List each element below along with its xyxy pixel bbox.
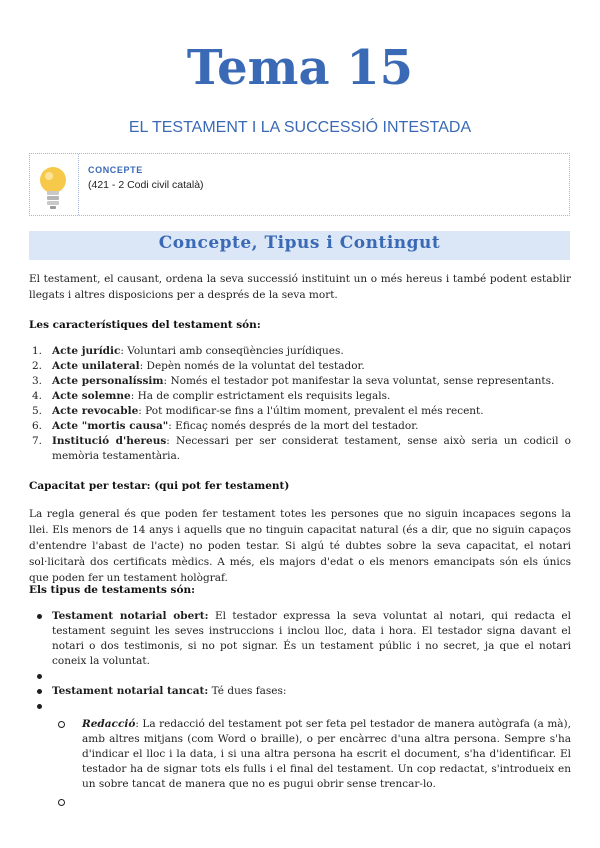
types-heading: Els tipus de testaments són: [29, 584, 195, 596]
empty-list-item [29, 699, 571, 714]
section-title: Concepte, Tipus i Contingut [158, 233, 441, 253]
sub-list-item: Redacció: La redacció del testament pot ser feta pel testador de manera autògrafa (a mà), amb altres mitjans (com Word o braille), o per encàrrec d'una altra persona. Sempre s'ha d'indicar el lloc i la data, i si una altra persona ha escrit el document, s'ha d'identificar. El testador ha de signar tots els fulls i el final del testament. Un cop redactat, s'introdueix en un sobre tancat de manera que no es pugui obrir sense trencar-lo. [29, 717, 571, 792]
bullet-dot [37, 674, 42, 679]
list-item: 7. Institució d'hereus: Necessari per ser considerat testament, sense això seria un codicil o memòria testamentària. [32, 435, 571, 462]
list-item: 6. Acte "mortis causa": Eficaç només després de la mort del testador. [32, 420, 419, 432]
list-item: 1. Acte jurídic: Voluntari amb conseqüències jurídiques. [32, 345, 344, 357]
bullet-circle [58, 721, 65, 728]
bullet-dot [37, 614, 42, 619]
list-item: 3. Acte personalíssim: Només el testador pot manifestar la seva voluntat, sense representants. [32, 375, 555, 387]
bullet-dot [37, 689, 42, 694]
concept-label: CONCEPTE [88, 165, 143, 175]
lightbulb-icon [30, 154, 78, 215]
capacity-paragraph: La regla general és que poden fer testament totes les persones que no siguin incapaces segons la llei. Els menors de 14 anys i aquells que no tinguin capacitat natural (és a dir, que no siguin capaços d'entendre l'abast de l'acte) no poden testar. Si algú té dubtes sobre la seva capacitat, el notari sol·licitarà dos certificats mèdics. A més, els majors d'edat o els menors emancipats són els únics que poden fer un testament hològraf. [29, 508, 571, 584]
list-item: 2. Acte unilateral: Depèn només de la voluntat del testador. [32, 360, 365, 372]
characteristics-heading: Les característiques del testament són: [29, 319, 261, 331]
concept-icon-cell [30, 154, 79, 215]
capacity-heading: Capacitat per testar: (qui pot fer testament) [29, 480, 290, 492]
list-item: 5. Acte revocable: Pot modificar-se fins a l'últim moment, prevalent el més recent. [32, 405, 484, 417]
page-subtitle: EL TESTAMENT I LA SUCCESSIÓ INTESTADA [128, 119, 472, 136]
page-title: Tema 15 [186, 40, 414, 96]
bullet-dot [37, 704, 42, 709]
list-item: Testament notarial obert: El testador expressa la seva voluntat al notari, qui redacta el testament seguint les seves instruccions i inclou lloc, data i hora. El testador signa davant el notari o dos testimonis, si no pot signar. És un testament públic i no secret, ja que el notari coneix la voluntat. [29, 609, 571, 669]
intro-paragraph: El testament, el causant, ordena la seva successió instituint un o més hereus i també podent establir llegats i altres disposicions per a després de la seva mort. [29, 273, 571, 301]
list-item: Testament notarial tancat: Té dues fases: [29, 684, 571, 699]
list-item: 4. Acte solemne: Ha de complir estrictament els requisits legals. [32, 390, 391, 402]
types-list [29, 609, 571, 810]
concept-callout [29, 153, 570, 216]
characteristics-list [29, 344, 571, 464]
empty-list-item [29, 669, 571, 684]
empty-sub-list-item [29, 795, 571, 810]
concept-text: (421 - 2 Codi civil català) [88, 179, 204, 191]
bullet-circle [58, 799, 65, 806]
